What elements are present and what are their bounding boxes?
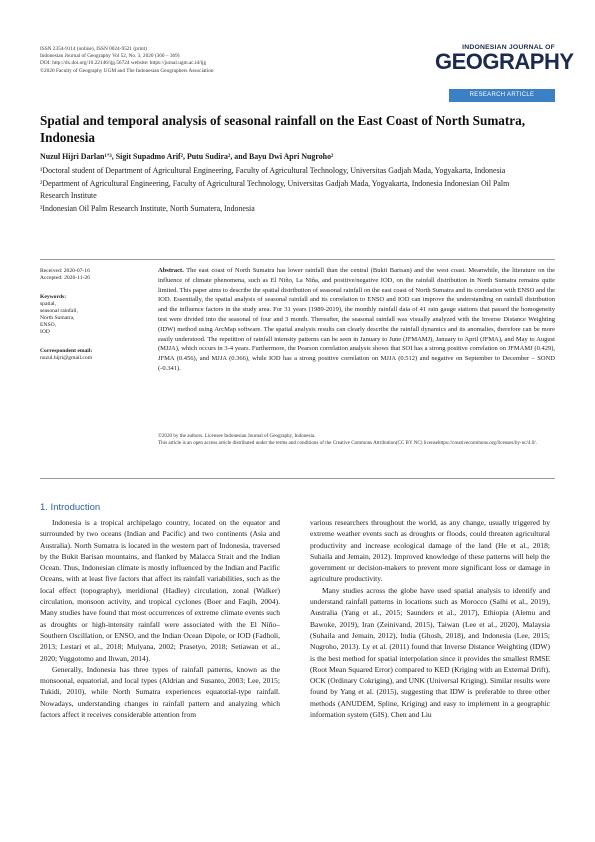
body-paragraph: Generally, Indonesia has three types of rainfall patterns, known as the monsoonal, equatorial, and local types (Aldrian and Susanto, 2003; Lee, 2015; Tukidi, 2010), while North Sumatra experiences equatorial-type rainfall. Nowadays, understanding changes in rainfall pattern and analyzing which factors affect it receives considerable attention from xyxy=(40,664,280,720)
body-paragraph: Indonesia is a tropical archipelago country, located on the equator and surrounded by two oceans (Indian and Pacific) and two continents (Asia and Australia). North Sumatra is located in the western part of Indonesia, traversed by the Bukit Barisan mountains, and flanked by Malacca Strait and the Indian Ocean. Thus, Indonesian climate is mostly influenced by the Indian and Pacific Oceans, with at least five factors that affect its rainfall variabilities, such as the local effect (topography), meridional (Hadley) circulation, zonal (Walker) circulation, monsoon activity, and tropical cyclones (Boer and Faqih, 2004). Many studies have found that most occurrences of extreme climate events such as droughts or high-intensity rainfall were associated with the El Niño–Southern Oscillation, or ENSO, and the Indian Ocean Dipole, or IOD (Fadholi, 2013; Lestari et al., 2018; Mulyana, 2002; Prasetyo, 2018; Setiawan et al., 2020; Yuggotomo and Ihwan, 2014). xyxy=(40,518,280,663)
meta-line: ISSN 2354-9114 (online), ISSN 0024-9521 (print) xyxy=(40,46,147,52)
keyword: IOD xyxy=(40,329,50,335)
affiliations xyxy=(40,165,540,215)
copyright-notice xyxy=(158,433,555,446)
keyword: seasonal rainfall, xyxy=(40,308,78,314)
affiliation: ³Indonesian Oil Palm Research Institute, North Sumatera, Indonesia xyxy=(40,203,255,213)
body-paragraph: Many studies across the globe have used spatial analysis to identify and understand rainfall patterns in locations such as Morocco (Salhi et al., 2019), Australia (Yang et al., 2015; Saunders et al., 2017), Ethiopia (Alemu and Bawoke, 2019), Iran (Zeinivand, 2015), Taiwan (Lee et al., 2020), Malaysia (Suhaila and Jemain, 2012), India (Ghosh, 2018), and Indonesia (Lee, 2015; Nugroho, 2013). Ly et al. (2011) found that Inverse Distance Weighting (IDW) is the best method for spatial interpolation since it provides the smallest RMSE (Root Mean Squared Error) compared to KED (Kriging with an External Drift), OCK (Ordinary Cokriging), and UNK (Universal Kriging). Similar results were found by Yang et al. (2015), suggesting that IDW is preferable to three other methods (ANUDEM, Spline, Kriging) and easy to implement in a geographic information system (GIS). Chen and Liu xyxy=(310,585,550,720)
keyword: spatial, xyxy=(40,301,57,307)
keyword: ENSO, xyxy=(40,322,57,328)
copyright-line: ©2020 by the authors. Licensee Indonesian Journal of Geography, Indonesia. xyxy=(158,433,316,439)
article-title: Spatial and temporal analysis of seasonal rainfall on the East Coast of North Sumatra, Indonesia xyxy=(40,113,526,145)
abstract-lead: Abstract. xyxy=(158,267,184,274)
divider xyxy=(40,259,555,260)
body-column-right xyxy=(310,517,550,720)
accepted-date: Accepted: 2020-11-26 xyxy=(40,275,90,281)
section-heading: 1. Introduction xyxy=(40,502,101,513)
abstract-text: The east coast of North Sumatra has lower rainfall than the central (Bukit Barisan) and the west coast. Meanwhile, the literature on the influence of climate phenomena, such as El Niño, La Niña, and positive/negative IOD, on the rainfall distribution in North Sumatra remains quite limited. This paper aims to describe the spatial distribution of seasonal rainfall on the east coast of North Sumatra and its correlation with ENSO and the IOD. Essentially, the spatial analysis of seasonal rainfall and its correlation to ENSO and IOD can improve the understanding on rainfall distribution and the influence factors in the study area. For 31 years (1989-2019), the monthly rainfall data of 41 rain gauge stations that passed the homogeneity test were divided into the seasonal of four and 3 month. Thereafter, the seasonal rainfall was visually analyzed with the Inverse Distance Weighting (IDW) method using ArcMap software. The spatial analysis results can clearly describe the rainfall dynamics and its anomalies, therefore can be more easily understood. The repetition of rainfall intensity patterns can be seen in January to June (JFMAMJ), January to April (JFMA), and May to August (MJJA), which occurs in 3-4 years. Furthermore, the Pearson correlation analysis shows that SOI has a strong positive correlation on JFMAMJ (0.429), JFMA (0.456), and MJJA (0.366), while IOD has a strong positive correlation on MJJA (0.512) and negative on September to December – SOND (-0.341). xyxy=(158,267,555,372)
affiliation: ¹Doctoral student of Department of Agricultural Engineering, Faculty of Agricultural Technology, Universitas Gadjah Mada, Yogyakarta, Indonesia xyxy=(40,166,506,175)
keyword: North Sumatra, xyxy=(40,315,75,321)
journal-meta xyxy=(40,46,340,75)
body-column-left xyxy=(40,517,280,720)
affiliation: ²Department of Agricultural Engineering, Faculty of Agricultural Technology, Universitas Gadjah Mada, Yogyakarta, Indonesia Indonesian Oil Palm Research Institute xyxy=(40,178,510,200)
correspondence-label: Correspondent email: xyxy=(40,348,93,354)
dates-block xyxy=(40,268,152,282)
received-date: Received: 2020-07-16 xyxy=(40,268,90,274)
keywords-label: Keywords: xyxy=(40,294,67,300)
abstract xyxy=(158,266,555,374)
journal-logo xyxy=(435,44,574,74)
article-info-sidebar xyxy=(40,268,152,374)
correspondence-email[interactable]: nuzul.hijri@gmail.com xyxy=(40,355,93,361)
license-line: This article is an open access article distributed under the terms and conditions of the Creative Commons Attribution(CC BY NC) licensehttps://creativecommons.org/licenses/by-nc/4.0/. xyxy=(158,439,537,446)
author-list: Nuzul Hijri Darlan¹ʼ³, Sigit Supadmo Arif², Putu Sudira², and Bayu Dwi Apri Nugroho² xyxy=(40,152,334,161)
journal-logo-subtitle: INDONESIAN JOURNAL OF xyxy=(462,44,555,51)
meta-line: Indonesian Journal of Geography Vol 52, No. 3, 2020 (360 – 369) xyxy=(40,53,180,60)
body-paragraph: various researchers throughout the world, as any change, usually triggered by extreme weather events such as droughts or floods, could threaten agricultural productivity and increase ecological damage of the land (He et al., 2018; Suhaila and Jemain, 2012). Improved knowledge of these patterns will help the government or decision-makers to prevent more significant loss or damage in agriculture productivity. xyxy=(310,518,550,584)
journal-logo-title: GEOGRAPHY xyxy=(435,49,574,74)
article-type-badge: RESEARCH ARTICLE xyxy=(449,89,555,102)
meta-line: ©2020 Faculty of Geography UGM and The Indonesian Geographers Association xyxy=(40,67,214,74)
correspondence-block xyxy=(40,348,152,362)
keywords-block xyxy=(40,294,152,336)
meta-line: DOI: http://dx.doi.org/10.22146/ijg.56724 website: https://jurnal.ugm.ac.id/ijg xyxy=(40,60,207,67)
divider xyxy=(40,478,555,479)
